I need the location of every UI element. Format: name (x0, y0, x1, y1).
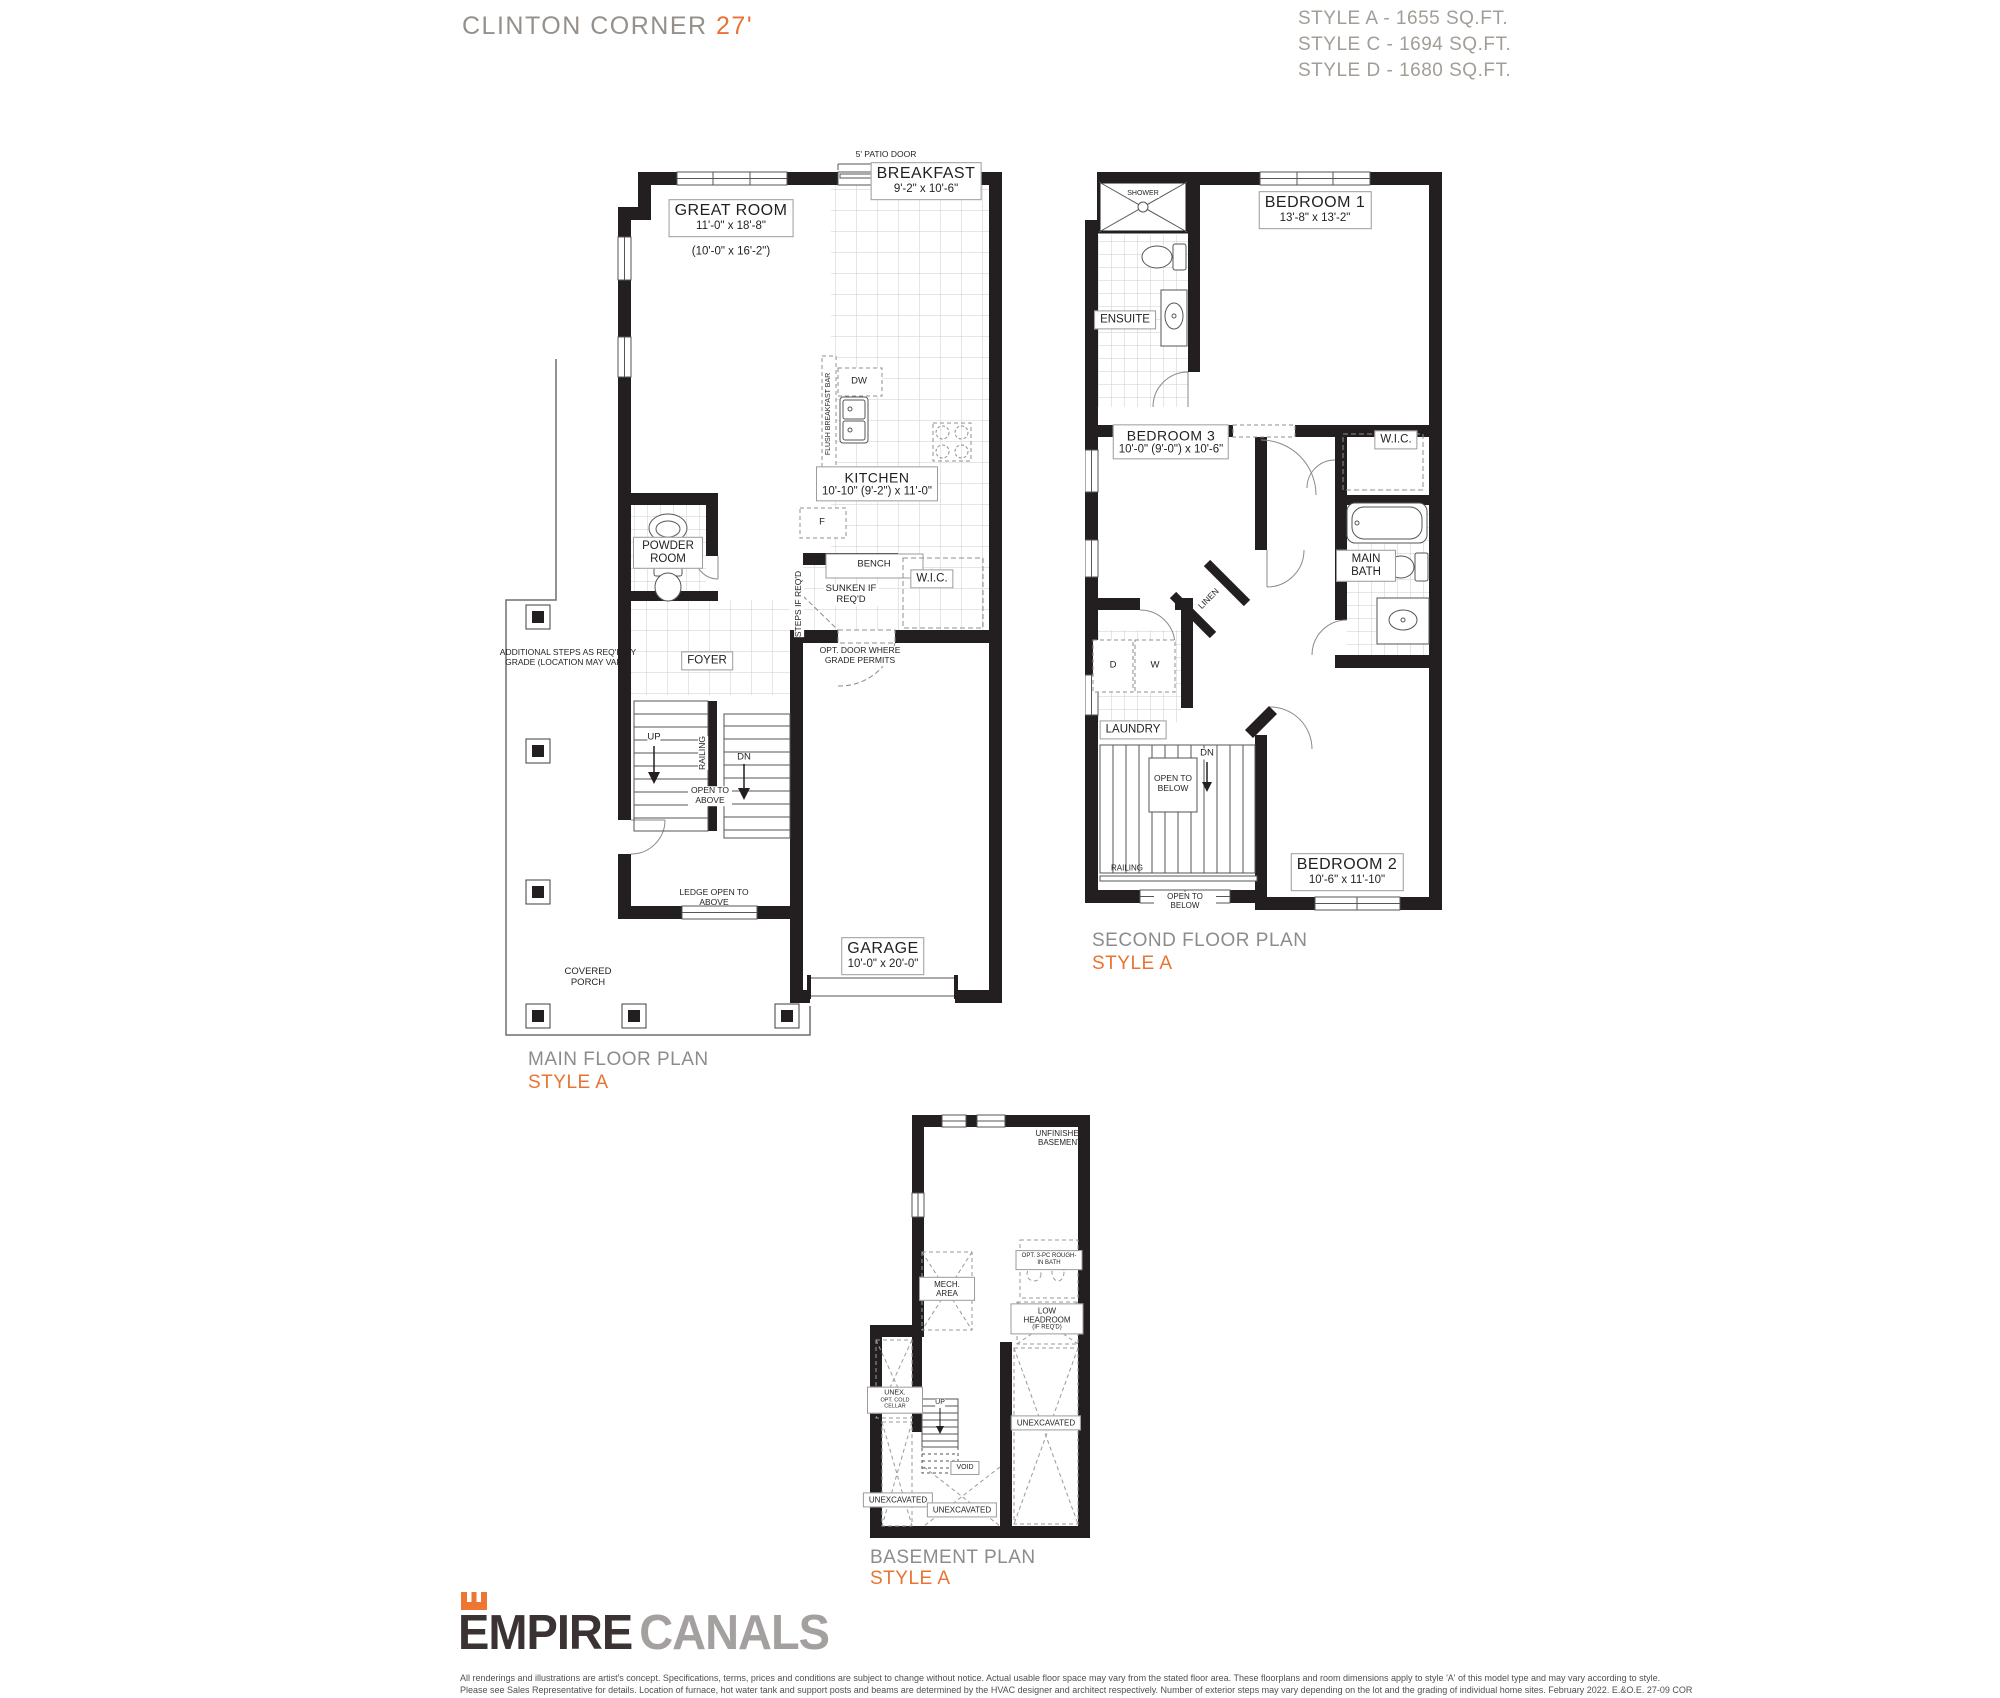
disclaimer-line-1: All renderings and illustrations are artist's concept. Specifications, terms, prices and conditions are subject to change without notice. Actual usable floor space may vary from the stated floor area. These floorplans and room dimensions apply to style 'A' of this model type and may vary according to style. (460, 1673, 1661, 1683)
bedroom1-dims: 13'-8" x 13'-2" (1279, 212, 1351, 225)
main-floor-caption: MAIN FLOOR PLAN (528, 1049, 709, 1070)
brand-logo (458, 1604, 829, 1659)
bedroom3-label (1113, 424, 1229, 459)
open-to-below-label-1: OPEN TO BELOW (1151, 774, 1195, 794)
linen-label: LINEN (1195, 585, 1221, 611)
sunken-if-reqd-label: SUNKEN IF REQ'D (824, 584, 879, 606)
steps-if-reqd-label: STEPS IF REQ'D (793, 570, 804, 638)
open-to-above-label: OPEN TO ABOVE (688, 786, 732, 806)
main-bath-label: MAIN BATH (1336, 550, 1396, 582)
flush-breakfast-bar-label: FLUSH BREAKFAST BAR (824, 372, 832, 456)
unex-cold-cellar-label (867, 1387, 923, 1414)
wic2-label: W.I.C. (1374, 430, 1417, 449)
dryer-label: D (1109, 659, 1117, 671)
great-room-dims-alt: (10'-0" x 16'-2") (691, 245, 771, 258)
dn-label-main: DN (737, 751, 751, 763)
opt-door-note: OPT. DOOR WHERE GRADE PERMITS (804, 646, 916, 666)
open-to-below-label-2: OPEN TO BELOW (1154, 892, 1216, 910)
opt-bath-label: OPT. 3-PC ROUGH-IN BATH (1016, 1250, 1083, 1270)
great-room-label (669, 199, 794, 237)
bedroom2-dims: 10'-6" x 11'-10" (1308, 874, 1386, 887)
main-floor-plan (478, 126, 1006, 1044)
bedroom1-label (1259, 191, 1372, 229)
up-label-basement: UP (935, 1398, 945, 1406)
second-floor-caption: SECOND FLOOR PLAN (1092, 930, 1308, 951)
fridge-label: F (819, 516, 825, 528)
basement-caption: BASEMENT PLAN (870, 1547, 1036, 1568)
powder-room-label: POWDER ROOM (633, 537, 703, 569)
basement-style: STYLE A (870, 1568, 951, 1589)
additional-steps-note: ADDITIONAL STEPS AS REQ'D BY GRADE (LOCATION MAY VARY) (499, 647, 637, 667)
void-label: VOID (950, 1461, 979, 1475)
ledge-label: LEDGE OPEN TO ABOVE (679, 887, 749, 907)
unexcavated-center-label: UNEXCAVATED (927, 1502, 997, 1517)
bedroom1-name: BEDROOM 1 (1264, 194, 1366, 212)
style-area-list (1298, 6, 1511, 84)
unex-text: UNEX. (884, 1389, 906, 1397)
mech-area-label: MECH. AREA (919, 1277, 975, 1301)
bedroom2-label (1291, 853, 1404, 891)
style-c-area: STYLE C - 1694 SQ.FT. (1298, 34, 1512, 55)
garage-dims: 10'-0" x 20'-0" (847, 958, 919, 971)
breakfast-label (871, 162, 982, 200)
style-a-area: STYLE A - 1655 SQ.FT. (1298, 8, 1509, 29)
unfinished-basement-label: UNFINISHED BASEMENT (1035, 1128, 1085, 1147)
unexcavated-left-label: UNEXCAVATED (863, 1492, 933, 1507)
windows-b (912, 1115, 1005, 1217)
main-wic-label: W.I.C. (910, 569, 953, 588)
dn-label-second: DN (1200, 747, 1214, 759)
plan-width-accent: 27' (716, 12, 754, 40)
shower-label: SHOWER (1127, 189, 1159, 197)
kitchen-dims: 10'-10" (9'-2") x 11'-0" (821, 485, 933, 498)
second-floor-plan (1085, 150, 1487, 930)
cold-cellar-text: OPT. COLD CELLAR (880, 1397, 910, 1411)
ensuite-label: ENSUITE (1094, 310, 1156, 329)
page-title (462, 12, 753, 41)
main-floor-style: STYLE A (528, 1072, 609, 1093)
laundry-label: LAUNDRY (1100, 720, 1167, 739)
breakfast-name: BREAKFAST (876, 165, 976, 183)
breakfast-dims: 9'-2" x 10'-6" (893, 183, 959, 196)
basement-plan (862, 1112, 1120, 1542)
low-headroom-sub: (IF REQ'D) (1032, 1324, 1062, 1331)
garage-door (807, 975, 958, 999)
railing-label-main: RAILING (697, 735, 708, 771)
kitchen-label (816, 466, 938, 501)
great-room-dims: 11'-0" x 18'-8" (696, 220, 766, 233)
kitchen-name: KITCHEN (844, 469, 910, 486)
great-room-name: GREAT ROOM (674, 202, 788, 220)
brand-canals: CANALS (639, 1603, 830, 1660)
bench-label: BENCH (857, 558, 891, 570)
covered-porch-label: COVERED PORCH (564, 966, 612, 988)
stairs-2 (1100, 745, 1257, 881)
plan-name: CLINTON CORNER (462, 12, 708, 40)
bedroom3-dims: 10'-0" (9'-0") x 10'-6" (1118, 443, 1224, 456)
railing-label-second: RAILING (1110, 863, 1144, 873)
bedroom2-name: BEDROOM 2 (1296, 856, 1398, 874)
brand-empire: EMPIRE (458, 1603, 633, 1660)
bedroom3-name: BEDROOM 3 (1126, 427, 1216, 444)
tiled-floors (631, 185, 989, 695)
unexcavated-regions (876, 1240, 1078, 1526)
up-label: UP (647, 731, 661, 743)
porch-outline (506, 359, 810, 1035)
second-floor-style: STYLE A (1092, 953, 1173, 974)
style-d-area: STYLE D - 1680 SQ.FT. (1298, 60, 1512, 81)
disclaimer-line-2: Please see Sales Representative for details. Location of furnace, hot water tank and support posts and beams are determined by the HVAC designer and architect respectively. Number of exterior steps may vary depending on the lot and the grading of individual home sites. February 2022. E.&O.E. 27-09 COR (460, 1685, 1693, 1695)
unexcavated-right-label: UNEXCAVATED (1011, 1415, 1081, 1430)
patio-door-label: 5' PATIO DOOR (855, 149, 917, 160)
dishwasher-label: DW (851, 375, 867, 387)
low-headroom-label (1011, 1303, 1084, 1334)
foyer-label: FOYER (681, 651, 733, 670)
washer-label: W (1150, 659, 1160, 671)
second-floor-plan-drawing (1085, 150, 1487, 930)
garage-label (841, 937, 924, 975)
low-headroom-text: LOW HEADROOM (1023, 1306, 1071, 1325)
garage-name: GARAGE (847, 940, 919, 958)
